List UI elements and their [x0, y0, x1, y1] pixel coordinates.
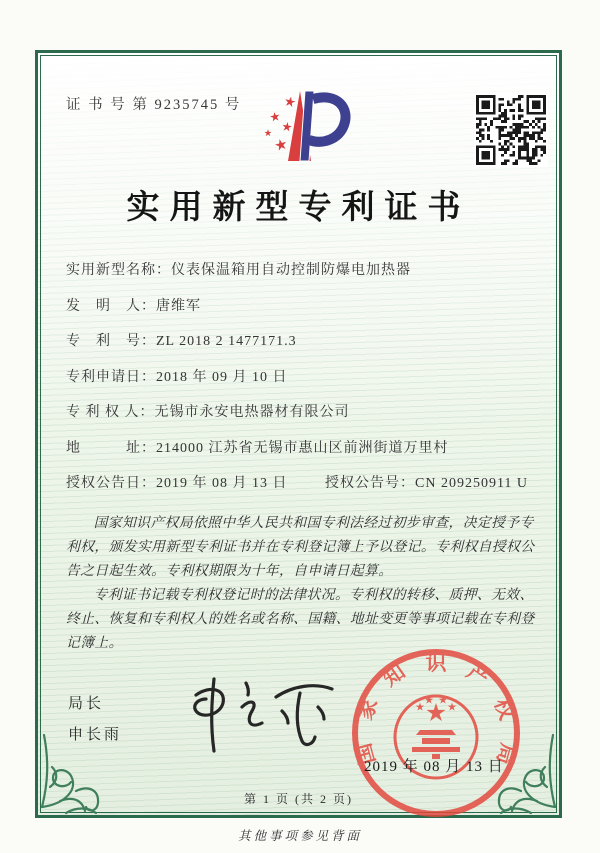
field-grant-date: 授权公告日：2019 年 08 月 13 日	[66, 476, 288, 491]
director-name: 申长雨	[68, 727, 123, 743]
seal-char: 识	[425, 651, 447, 675]
field-filing-date: 专利申请日：2018 年 09 月 10 日	[66, 369, 288, 385]
field-grant-row	[66, 472, 546, 492]
back-side-note: 其他事项参见背面	[237, 829, 362, 843]
seal-char: 知	[378, 659, 410, 692]
seal-date: 2019 年 08 月 13 日	[364, 759, 504, 775]
legal-paragraph-1: 国家知识产权局依照中华人民共和国专利法经过初步审查，决定授予专利权，颁发实用新型专利证书并在专利登记簿上予以登记。专利权自授权公告之日起生效。专利权期限为十年，自申请日起算。	[66, 515, 535, 578]
field-patentee: 专 利 权 人：无锡市永安电热器材有限公司	[66, 405, 350, 420]
field-inventor: 发 明 人：唐维军	[66, 298, 201, 314]
certificate-frame	[35, 50, 562, 818]
director-block	[68, 689, 122, 751]
certificate-title: 实用新型专利证书	[126, 190, 471, 226]
legal-text	[66, 511, 537, 655]
page-number: 第 1 页 (共 2 页)	[244, 792, 353, 806]
field-address: 地 址：214000 江苏省无锡市惠山区前洲街道万里村	[66, 440, 449, 456]
seal-char: 局	[492, 740, 521, 768]
field-patent-number: 专 利 号：ZL 2018 2 1477171.3	[66, 334, 297, 349]
field-utility-model-name: 实用新型名称：仪表保温箱用自动控制防爆电加热器	[66, 263, 411, 278]
cnipa-logo-icon	[250, 87, 355, 167]
seal-char: 产	[462, 659, 494, 692]
legal-paragraph-2: 专利证书记载专利权登记时的法律状况。专利权的转移、质押、无效、终止、恢复和专利权人的姓名或名称、国籍、地址变更等事项记载在专利登记簿上。	[66, 587, 535, 650]
seal-char: 权	[489, 695, 520, 723]
seal-char: 国	[351, 740, 380, 768]
qr-code	[474, 93, 548, 167]
field-publication-number: 授权公告号：CN 209250911 U	[325, 476, 529, 491]
seal-char: 家	[352, 695, 383, 723]
certificate-number: 证 书 号 第 9235745 号	[66, 97, 242, 113]
field-list	[66, 259, 546, 508]
director-signature-icon	[176, 669, 351, 767]
director-title: 局长	[68, 696, 105, 712]
